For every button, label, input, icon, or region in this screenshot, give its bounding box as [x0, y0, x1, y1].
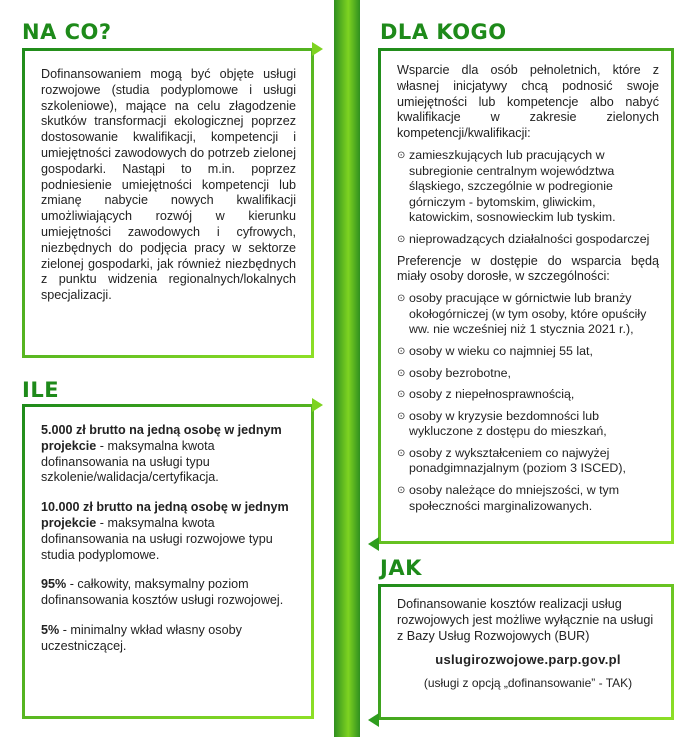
jak-note: (usługi z opcją „dofinansowanie” - TAK) — [423, 676, 633, 691]
na-co-box — [22, 48, 314, 358]
section-heading-na-co: NA CO? — [22, 20, 112, 44]
arrow-left-icon — [368, 537, 379, 551]
arrow-left-icon — [368, 713, 379, 727]
dla-kogo-box — [378, 48, 674, 544]
arrow-right-icon — [312, 398, 323, 412]
list-item: ⊙ nieprowadzących działalności gospodarczej — [397, 231, 650, 246]
bullet-circle-icon: ⊙ — [397, 149, 406, 161]
section-heading-ile: ILE — [22, 378, 60, 402]
ile-box — [22, 404, 314, 719]
list-item: ⊙ osoby z wykształceniem co najwyżej ponadgimnazjalnym (poziom 3 ISCED), — [397, 445, 626, 476]
list-item: ⊙ osoby bezrobotne, — [397, 365, 511, 380]
list-item: ⊙ osoby pracujące w górnictwie lub branży okołogórniczej (w tym osoby, które opuściły ww. nie wcześniej niż 1 stycznia 2021 r.), — [397, 291, 647, 337]
bullet-circle-icon: ⊙ — [397, 293, 406, 305]
arrow-right-icon — [312, 42, 323, 56]
preference-intro: Preferencje w dostępie do wsparcia będą miały osoby dorosłe, w szczególności: — [397, 253, 659, 284]
bullet-circle-icon: ⊙ — [397, 233, 406, 245]
section-heading-jak: JAK — [380, 556, 422, 580]
ile-items — [41, 423, 299, 669]
center-divider-bar — [334, 0, 360, 737]
bullet-circle-icon: ⊙ — [397, 389, 406, 401]
preference-list — [397, 291, 659, 514]
bullet-circle-icon: ⊙ — [397, 367, 406, 379]
na-co-text: Dofinansowaniem mogą być objęte usługi rozwojowe (studia podyplomowe i usługi szkoleniowe), mające na celu złagodzenie skutków transformacji ekologicznej poprzez dostosowanie kwalifikacji, kompetencji i umiejętności zawodowych do potrzeb zielonej gospodarki. Nastąpi to m.in. poprzez podniesienie umiejętności kompetencji lub zmianę nabycie nowych kwalifikacji umożliwiających rozwój w kierunku umiejętności zawodowych i cyfrowych, niezbędnych do podjęcia pracy w sektorze zielonej gospodarki, jak również niezbędnych z punktu widzenia regionalnych/lokalnych specjalizacji. — [41, 67, 296, 303]
list-item: ⊙ zamieszkujących lub pracujących w subregionie centralnym województwa śląskiego, szczególnie w podregionie górniczym - bytomskim, gliwickim, katowickim, sosnowieckim lub tyskim. — [397, 147, 616, 225]
jak-url-link[interactable]: uslugirozwojowe.parp.gov.pl — [435, 652, 621, 668]
section-heading-dla-kogo: DLA KOGO — [380, 20, 507, 44]
list-item: ⊙ osoby w wieku co najmniej 55 lat, — [397, 343, 593, 358]
bullet-circle-icon: ⊙ — [397, 485, 406, 497]
ile-item-1: 5.000 zł brutto na jedną osobę w jednym projekcie - maksymalna kwota dofinansowania na usługi typu szkolenie/walidacja/certyfikacja. — [41, 423, 282, 485]
jak-text: Dofinansowanie kosztów realizacji usług rozwojowych jest możliwe wyłącznie na usługi z Bazy Usług Rozwojowych (BUR) — [397, 597, 654, 643]
dla-kogo-content — [397, 63, 659, 520]
bullet-circle-icon: ⊙ — [397, 410, 406, 422]
list-item: ⊙ osoby w kryzysie bezdomności lub wykluczone z dostępu do mieszkań, — [397, 408, 607, 439]
jak-content — [397, 597, 659, 692]
list-item: ⊙ osoby należące do mniejszości, w tym społeczności marginalizowanych. — [397, 483, 620, 513]
list-item: ⊙ osoby z niepełnosprawnością, — [397, 387, 575, 402]
ile-item-3: 95% - całkowity, maksymalny poziom dofinansowania kosztów usługi rozwojowej. — [41, 577, 284, 608]
bullet-circle-icon: ⊙ — [397, 345, 406, 357]
group-list — [397, 148, 659, 248]
dla-kogo-intro: Wsparcie dla osób pełnoletnich, które z własnej inicjatywy chcą podnosić swoje umiejętności lub kompetencje albo nabyć kwalifikacje w zakresie zielonych kompetencji/kwalifikacji: — [397, 63, 659, 141]
ile-item-4: 5% - minimalny wkład własny osoby uczestniczącej. — [41, 622, 242, 653]
ile-item-2: 10.000 zł brutto na jedną osobę w jednym projekcie - maksymalna kwota dofinansowania na usługi rozwojowe typu studia podyplomowe. — [41, 500, 289, 562]
jak-box — [378, 584, 674, 720]
bullet-circle-icon: ⊙ — [397, 447, 406, 459]
